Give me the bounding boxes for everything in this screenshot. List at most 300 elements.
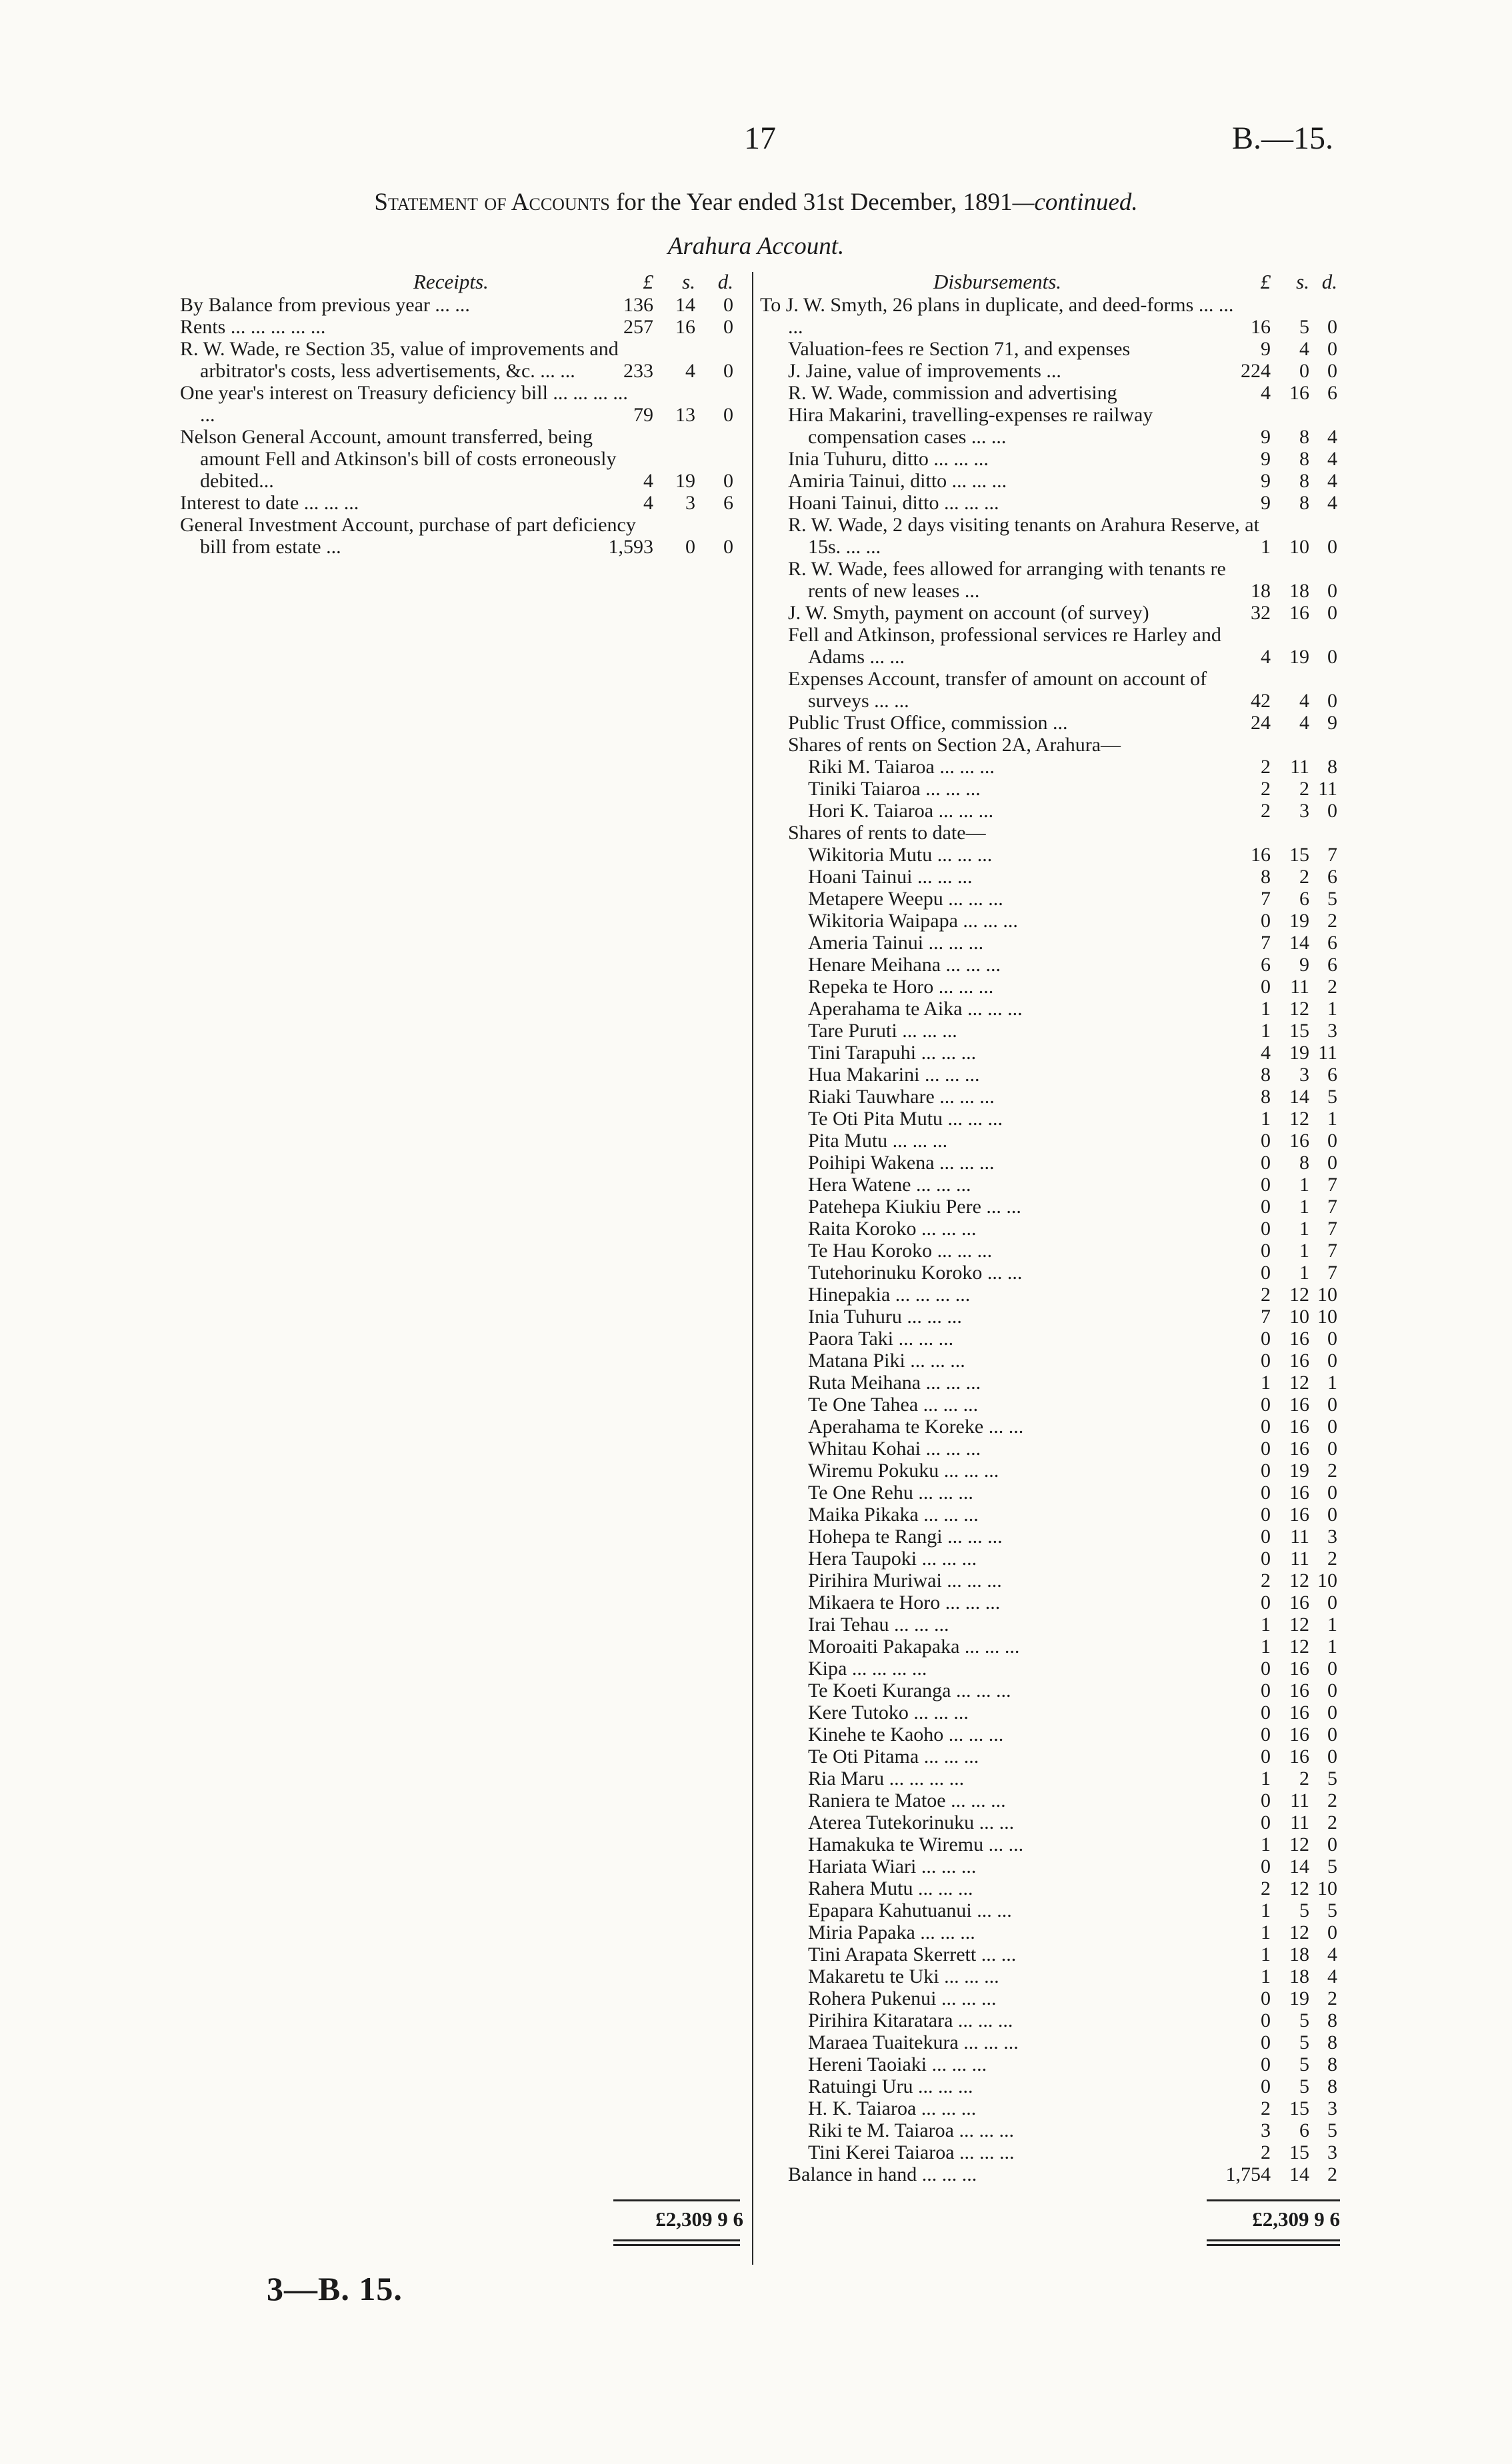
entry-pence: 0 bbox=[1327, 536, 1337, 558]
entry-pounds: 0 bbox=[1261, 1790, 1271, 1812]
entry-description: Hera Watene ... ... ... bbox=[808, 1174, 971, 1196]
entry-pence: 0 bbox=[1327, 1416, 1337, 1438]
entry-shillings: 4 bbox=[1299, 338, 1309, 360]
disbursement-entry bbox=[760, 558, 1341, 602]
entry-shillings: 16 bbox=[1289, 1394, 1309, 1416]
disbursement-entry bbox=[760, 382, 1341, 404]
entry-shillings: 8 bbox=[1299, 492, 1309, 514]
entry-pence: 0 bbox=[1327, 1328, 1337, 1350]
entry-shillings: 14 bbox=[1289, 1086, 1309, 1108]
disbursement-entry bbox=[760, 448, 1341, 470]
entry-pounds: 0 bbox=[1261, 1702, 1271, 1724]
entry-pounds: 9 bbox=[1261, 448, 1271, 470]
entry-pence: 8 bbox=[1327, 2075, 1337, 2097]
entry-shillings: 5 bbox=[1299, 2075, 1309, 2097]
entry-pence: 10 bbox=[1317, 1877, 1337, 1899]
entry-pence: 0 bbox=[723, 536, 733, 558]
entry-shillings: 18 bbox=[1289, 1965, 1309, 1987]
entry-description: Riki te M. Taiaroa ... ... ... bbox=[808, 2119, 1014, 2141]
entry-pounds: 224 bbox=[1241, 360, 1271, 382]
entry-pence: 0 bbox=[1327, 360, 1337, 382]
entry-pounds: 16 bbox=[1251, 844, 1271, 866]
entry-shillings: 5 bbox=[1299, 2009, 1309, 2031]
entry-pence: 2 bbox=[1327, 1987, 1337, 2009]
disbursement-entry bbox=[760, 1064, 1341, 1086]
entry-shillings: 4 bbox=[1299, 690, 1309, 712]
entry-pounds: 79 bbox=[633, 404, 653, 426]
entry-pence: 2 bbox=[1327, 910, 1337, 932]
entry-pounds: 2 bbox=[1261, 2141, 1271, 2163]
entry-description: Expenses Account, transfer of amount on account of surveys ... ... bbox=[788, 668, 1207, 712]
entry-pence: 0 bbox=[1327, 1921, 1337, 1943]
disbursement-entry bbox=[760, 1086, 1341, 1108]
entry-pounds: 8 bbox=[1261, 866, 1271, 888]
disbursement-entry bbox=[760, 844, 1341, 866]
receipt-entry bbox=[167, 338, 750, 382]
entry-shillings: 12 bbox=[1289, 1108, 1309, 1130]
entry-description: J. Jaine, value of improvements ... bbox=[788, 360, 1061, 382]
entry-pounds: 9 bbox=[1261, 338, 1271, 360]
disbursement-entry bbox=[760, 998, 1341, 1020]
entry-pence: 2 bbox=[1327, 2163, 1337, 2185]
disbursement-entry bbox=[760, 1174, 1341, 1196]
entry-description: Ruta Meihana ... ... ... bbox=[808, 1372, 981, 1394]
disbursements-heading: Disbursements. bbox=[933, 270, 1062, 293]
disbursement-entry bbox=[760, 602, 1341, 624]
entry-pounds: 4 bbox=[1261, 1042, 1271, 1064]
entry-description: Pirihira Kitaratara ... ... ... bbox=[808, 2009, 1013, 2031]
entry-pence: 10 bbox=[1317, 1570, 1337, 1592]
entry-pence: 8 bbox=[1327, 2053, 1337, 2075]
disbursements-header bbox=[760, 270, 1341, 294]
entry-description: Repeka te Horo ... ... ... bbox=[808, 976, 994, 998]
entry-shillings: 12 bbox=[1289, 1372, 1309, 1394]
entry-shillings: 19 bbox=[1289, 646, 1309, 668]
receipts-pounds-head: £ bbox=[643, 270, 653, 293]
receipt-entry bbox=[167, 492, 750, 514]
entry-pence: 3 bbox=[1327, 1526, 1337, 1548]
entry-pence: 0 bbox=[1327, 338, 1337, 360]
entry-pounds: 1,593 bbox=[608, 536, 653, 558]
entry-description: Valuation-fees re Section 71, and expenses bbox=[788, 338, 1131, 360]
entry-description: Rahera Mutu ... ... ... bbox=[808, 1877, 973, 1899]
entry-pence: 0 bbox=[1327, 1680, 1337, 1702]
entry-pounds: 2 bbox=[1261, 2097, 1271, 2119]
receipts-total: £2,309 9 6 bbox=[655, 2207, 743, 2231]
entry-shillings: 16 bbox=[1289, 1724, 1309, 1746]
disbursement-entry bbox=[760, 2163, 1341, 2185]
entry-pence: 5 bbox=[1327, 1768, 1337, 1790]
entry-description: Shares of rents to date— bbox=[788, 822, 986, 844]
entry-pounds: 24 bbox=[1251, 712, 1271, 734]
entry-shillings: 5 bbox=[1299, 316, 1309, 338]
entry-pounds: 0 bbox=[1261, 2053, 1271, 2075]
entry-description: Riki M. Taiaroa ... ... ... bbox=[808, 756, 995, 778]
entry-pence: 5 bbox=[1327, 888, 1337, 910]
entry-pounds: 1 bbox=[1261, 1020, 1271, 1042]
entry-shillings: 5 bbox=[1299, 2031, 1309, 2053]
entry-pence: 5 bbox=[1327, 1086, 1337, 1108]
entry-shillings: 4 bbox=[685, 360, 695, 382]
disbursement-entry bbox=[760, 1855, 1341, 1877]
entry-pence: 8 bbox=[1327, 2009, 1337, 2031]
entry-pounds: 0 bbox=[1261, 1350, 1271, 1372]
statement-title-caps: Statement of Accounts bbox=[374, 189, 610, 216]
entry-shillings: 12 bbox=[1289, 1570, 1309, 1592]
entry-shillings: 8 bbox=[1299, 426, 1309, 448]
entry-description: Hori K. Taiaroa ... ... ... bbox=[808, 800, 994, 822]
receipt-entry bbox=[167, 514, 750, 558]
disbursement-entry bbox=[760, 1965, 1341, 1987]
entry-shillings: 15 bbox=[1289, 2097, 1309, 2119]
receipts-total-rule-double bbox=[613, 2239, 740, 2241]
entry-description: To J. W. Smyth, 26 plans in duplicate, and deed-forms ... ... ... bbox=[760, 294, 1234, 338]
entry-shillings: 15 bbox=[1289, 2141, 1309, 2163]
entry-pence: 1 bbox=[1327, 1636, 1337, 1658]
entry-pence: 9 bbox=[1327, 712, 1337, 734]
disbursement-entry bbox=[760, 1636, 1341, 1658]
entry-shillings: 5 bbox=[1299, 2053, 1309, 2075]
entry-description: J. W. Smyth, payment on account (of survey) bbox=[788, 602, 1149, 624]
entry-shillings: 8 bbox=[1299, 470, 1309, 492]
entry-pence: 1 bbox=[1327, 1372, 1337, 1394]
entry-description: Kinehe te Kaoho ... ... ... bbox=[808, 1724, 1004, 1746]
disbursement-entry bbox=[760, 1460, 1341, 1482]
disbursement-entry bbox=[760, 712, 1341, 734]
disbursements-shillings-head: s. bbox=[1296, 270, 1309, 293]
disbursement-entry bbox=[760, 2141, 1341, 2163]
entry-description: Pita Mutu ... ... ... bbox=[808, 1130, 948, 1152]
entry-pence: 0 bbox=[1327, 690, 1337, 712]
entry-pounds: 0 bbox=[1261, 1152, 1271, 1174]
entry-pence: 0 bbox=[1327, 1746, 1337, 1768]
signature-mark: 3—B. 15. bbox=[267, 2270, 403, 2307]
entry-pence: 2 bbox=[1327, 1548, 1337, 1570]
entry-description: Matana Piki ... ... ... bbox=[808, 1350, 965, 1372]
entry-description: Te One Rehu ... ... ... bbox=[808, 1482, 973, 1504]
disbursement-entry bbox=[760, 404, 1341, 448]
entry-description: Shares of rents on Section 2A, Arahura— bbox=[788, 734, 1121, 756]
entry-shillings: 11 bbox=[1290, 756, 1309, 778]
entry-shillings: 16 bbox=[1289, 1416, 1309, 1438]
entry-description: Miria Papaka ... ... ... bbox=[808, 1921, 975, 1943]
entry-description: General Investment Account, purchase of part deficiency bill from estate ... bbox=[180, 514, 636, 558]
disbursement-entry bbox=[760, 954, 1341, 976]
entry-pounds: 7 bbox=[1261, 1306, 1271, 1328]
entry-pounds: 0 bbox=[1261, 1548, 1271, 1570]
entry-pence: 8 bbox=[1327, 756, 1337, 778]
entry-description: Hira Makarini, travelling-expenses re railway compensation cases ... ... bbox=[788, 404, 1153, 448]
disbursement-entry bbox=[760, 2009, 1341, 2031]
entry-description: Makaretu te Uki ... ... ... bbox=[808, 1965, 999, 1987]
entry-shillings: 16 bbox=[1289, 1680, 1309, 1702]
entry-shillings: 16 bbox=[1289, 602, 1309, 624]
receipts-column bbox=[167, 270, 750, 558]
entry-pence: 0 bbox=[1327, 1724, 1337, 1746]
entry-shillings: 16 bbox=[1289, 382, 1309, 404]
entry-description: Wikitoria Mutu ... ... ... bbox=[808, 844, 993, 866]
disbursement-entry bbox=[760, 1504, 1341, 1526]
entry-pence: 4 bbox=[1327, 1965, 1337, 1987]
entry-pounds: 0 bbox=[1261, 1724, 1271, 1746]
entry-pounds: 1 bbox=[1261, 1834, 1271, 1855]
entry-shillings: 11 bbox=[1290, 1812, 1309, 1834]
disbursement-entry bbox=[760, 1306, 1341, 1328]
disbursement-entry bbox=[760, 1680, 1341, 1702]
entry-shillings: 6 bbox=[1299, 888, 1309, 910]
entry-pounds: 0 bbox=[1261, 910, 1271, 932]
entry-shillings: 0 bbox=[1299, 360, 1309, 382]
disbursement-entry bbox=[760, 1921, 1341, 1943]
entry-pence: 5 bbox=[1327, 1855, 1337, 1877]
entry-description: Hohepa te Rangi ... ... ... bbox=[808, 1526, 1003, 1548]
entry-pounds: 233 bbox=[623, 360, 653, 382]
entry-pounds: 9 bbox=[1261, 492, 1271, 514]
entry-pence: 6 bbox=[1327, 1064, 1337, 1086]
entry-pounds: 1 bbox=[1261, 1108, 1271, 1130]
entry-shillings: 4 bbox=[1299, 712, 1309, 734]
entry-description: Maraea Tuaitekura ... ... ... bbox=[808, 2031, 1019, 2053]
entry-shillings: 11 bbox=[1290, 976, 1309, 998]
disbursement-entry bbox=[760, 1987, 1341, 2009]
entry-pence: 2 bbox=[1327, 1812, 1337, 1834]
entry-description: Hinepakia ... ... ... ... bbox=[808, 1284, 971, 1306]
entry-pounds: 1,754 bbox=[1225, 2163, 1271, 2185]
receipt-entry bbox=[167, 294, 750, 316]
entry-description: H. K. Taiaroa ... ... ... bbox=[808, 2097, 977, 2119]
entry-pence: 7 bbox=[1327, 1196, 1337, 1218]
entry-description: Rents ... ... ... ... ... bbox=[180, 316, 326, 338]
entry-pounds: 0 bbox=[1261, 1240, 1271, 1262]
entry-pence: 4 bbox=[1327, 492, 1337, 514]
entry-shillings: 3 bbox=[1299, 1064, 1309, 1086]
entry-description: R. W. Wade, 2 days visiting tenants on Arahura Reserve, at 15s. ... ... bbox=[788, 514, 1259, 558]
entry-pence: 1 bbox=[1327, 1614, 1337, 1636]
entry-pounds: 0 bbox=[1261, 1504, 1271, 1526]
entry-description: Nelson General Account, amount transferred, being amount Fell and Atkinson's bill of costs erroneously debited... bbox=[180, 426, 617, 492]
entry-pounds: 1 bbox=[1261, 1899, 1271, 1921]
entry-pounds: 0 bbox=[1261, 1130, 1271, 1152]
entry-pence: 0 bbox=[1327, 1350, 1337, 1372]
entry-shillings: 14 bbox=[675, 294, 695, 316]
entry-description: Aperahama te Koreke ... ... bbox=[808, 1416, 1024, 1438]
statement-title-continued: —continued. bbox=[1012, 189, 1138, 216]
entry-description: Raniera te Matoe ... ... ... bbox=[808, 1790, 1006, 1812]
receipts-header bbox=[167, 270, 750, 294]
receipts-pence-head: d. bbox=[717, 270, 733, 293]
entry-pounds: 7 bbox=[1261, 932, 1271, 954]
entry-pence: 0 bbox=[723, 470, 733, 492]
disbursement-entry bbox=[760, 2053, 1341, 2075]
entry-shillings: 14 bbox=[1289, 2163, 1309, 2185]
entry-description: Amiria Tainui, ditto ... ... ... bbox=[788, 470, 1007, 492]
entry-pence: 0 bbox=[1327, 1592, 1337, 1614]
entry-pounds: 1 bbox=[1261, 998, 1271, 1020]
entry-pounds: 136 bbox=[623, 294, 653, 316]
entry-description: Tini Tarapuhi ... ... ... bbox=[808, 1042, 977, 1064]
entry-pounds: 0 bbox=[1261, 1680, 1271, 1702]
entry-pence: 0 bbox=[1327, 800, 1337, 822]
entry-shillings: 1 bbox=[1299, 1218, 1309, 1240]
entry-description: Te Koeti Kuranga ... ... ... bbox=[808, 1680, 1011, 1702]
entry-pence: 6 bbox=[1327, 932, 1337, 954]
disbursement-entry bbox=[760, 470, 1341, 492]
disbursement-entry bbox=[760, 1328, 1341, 1350]
disbursement-entry bbox=[760, 888, 1341, 910]
entry-pounds: 4 bbox=[643, 492, 653, 514]
entry-pounds: 8 bbox=[1261, 1064, 1271, 1086]
entry-shillings: 1 bbox=[1299, 1262, 1309, 1284]
disbursement-entry bbox=[760, 932, 1341, 954]
entry-description: Hua Makarini ... ... ... bbox=[808, 1064, 980, 1086]
entry-description: Public Trust Office, commission ... bbox=[788, 712, 1068, 734]
entry-pounds: 8 bbox=[1261, 1086, 1271, 1108]
entry-pence: 0 bbox=[1327, 1658, 1337, 1680]
entry-pounds: 0 bbox=[1261, 1460, 1271, 1482]
entry-shillings: 11 bbox=[1290, 1548, 1309, 1570]
disbursement-entry bbox=[760, 1196, 1341, 1218]
entry-shillings: 12 bbox=[1289, 1877, 1309, 1899]
disbursement-entry bbox=[760, 1658, 1341, 1680]
disbursement-entry bbox=[760, 668, 1341, 712]
entry-pence: 2 bbox=[1327, 1460, 1337, 1482]
entry-pounds: 0 bbox=[1261, 1196, 1271, 1218]
disbursement-entry bbox=[760, 1768, 1341, 1790]
entry-description: Ameria Tainui ... ... ... bbox=[808, 932, 984, 954]
entry-pence: 1 bbox=[1327, 998, 1337, 1020]
entry-pounds: 2 bbox=[1261, 800, 1271, 822]
entry-pence: 6 bbox=[1327, 866, 1337, 888]
entry-description: Epapara Kahutuanui ... ... bbox=[808, 1899, 1012, 1921]
disbursement-entry bbox=[760, 624, 1341, 668]
entry-description: Raita Koroko ... ... ... bbox=[808, 1218, 977, 1240]
entry-pounds: 0 bbox=[1261, 1526, 1271, 1548]
entry-pounds: 0 bbox=[1261, 976, 1271, 998]
disbursement-entry bbox=[760, 1482, 1341, 1504]
entry-description: Te One Tahea ... ... ... bbox=[808, 1394, 979, 1416]
entry-pence: 4 bbox=[1327, 1943, 1337, 1965]
entry-pounds: 4 bbox=[643, 470, 653, 492]
entry-pounds: 0 bbox=[1261, 1438, 1271, 1460]
entry-pence: 0 bbox=[1327, 1504, 1337, 1526]
disbursement-entry bbox=[760, 778, 1341, 800]
entry-pence: 0 bbox=[723, 316, 733, 338]
disbursement-entry bbox=[760, 2119, 1341, 2141]
entry-description: Aperahama te Aika ... ... ... bbox=[808, 998, 1023, 1020]
entry-shillings: 16 bbox=[675, 316, 695, 338]
entry-shillings: 19 bbox=[1289, 1042, 1309, 1064]
entry-pence: 0 bbox=[723, 294, 733, 316]
entry-pounds: 2 bbox=[1261, 756, 1271, 778]
entry-description: Paora Taki ... ... ... bbox=[808, 1328, 954, 1350]
disbursement-entry bbox=[760, 1702, 1341, 1724]
entry-description: Te Hau Koroko ... ... ... bbox=[808, 1240, 993, 1262]
entry-pence: 11 bbox=[1318, 1042, 1337, 1064]
disbursement-entry bbox=[760, 1350, 1341, 1372]
entry-pounds: 1 bbox=[1261, 1921, 1271, 1943]
entry-pounds: 0 bbox=[1261, 2009, 1271, 2031]
entry-shillings: 19 bbox=[1289, 1460, 1309, 1482]
entry-pounds: 4 bbox=[1261, 646, 1271, 668]
entry-pence: 0 bbox=[1327, 602, 1337, 624]
entry-pence: 0 bbox=[1327, 646, 1337, 668]
entry-description: Riaki Tauwhare ... ... ... bbox=[808, 1086, 995, 1108]
disbursement-entry bbox=[760, 1416, 1341, 1438]
entry-shillings: 12 bbox=[1289, 998, 1309, 1020]
entry-description: Te Oti Pita Mutu ... ... ... bbox=[808, 1108, 1003, 1130]
entry-pounds: 18 bbox=[1251, 580, 1271, 602]
entry-pounds: 0 bbox=[1261, 1482, 1271, 1504]
receipts-shillings-head: s. bbox=[682, 270, 695, 293]
entry-shillings: 19 bbox=[1289, 910, 1309, 932]
entry-description: Tini Kerei Taiaroa ... ... ... bbox=[808, 2141, 1015, 2163]
entry-pounds: 2 bbox=[1261, 1877, 1271, 1899]
disbursements-pounds-head: £ bbox=[1260, 270, 1271, 293]
entry-shillings: 1 bbox=[1299, 1196, 1309, 1218]
entry-pence: 2 bbox=[1327, 1790, 1337, 1812]
disbursement-entry bbox=[760, 756, 1341, 778]
entry-pence: 3 bbox=[1327, 2141, 1337, 2163]
entry-shillings: 11 bbox=[1290, 1526, 1309, 1548]
entry-description: Te Oti Pitama ... ... ... bbox=[808, 1746, 979, 1768]
disbursement-entry bbox=[760, 1262, 1341, 1284]
entry-pounds: 0 bbox=[1261, 1262, 1271, 1284]
entry-shillings: 2 bbox=[1299, 1768, 1309, 1790]
entry-shillings: 16 bbox=[1289, 1746, 1309, 1768]
disbursement-entry bbox=[760, 1218, 1341, 1240]
entry-shillings: 8 bbox=[1299, 448, 1309, 470]
entry-description: Fell and Atkinson, professional services re Harley and Adams ... ... bbox=[788, 624, 1221, 668]
entry-pence: 4 bbox=[1327, 426, 1337, 448]
entry-pounds: 0 bbox=[1261, 1592, 1271, 1614]
disbursement-entry bbox=[760, 338, 1341, 360]
entry-pounds: 1 bbox=[1261, 1372, 1271, 1394]
entry-pounds: 2 bbox=[1261, 1570, 1271, 1592]
entry-pounds: 9 bbox=[1261, 426, 1271, 448]
receipts-heading: Receipts. bbox=[413, 270, 489, 293]
entry-pounds: 42 bbox=[1251, 690, 1271, 712]
entry-shillings: 16 bbox=[1289, 1658, 1309, 1680]
entry-shillings: 12 bbox=[1289, 1636, 1309, 1658]
entry-pounds: 257 bbox=[623, 316, 653, 338]
entry-shillings: 6 bbox=[1299, 2119, 1309, 2141]
disbursement-entry bbox=[760, 1877, 1341, 1899]
entry-pounds: 0 bbox=[1261, 2031, 1271, 2053]
entry-pence: 0 bbox=[1327, 1130, 1337, 1152]
disbursements-total-rule-double-2 bbox=[1207, 2244, 1340, 2246]
disbursement-entry bbox=[760, 1812, 1341, 1834]
entry-shillings: 12 bbox=[1289, 1921, 1309, 1943]
disbursement-entry bbox=[760, 1526, 1341, 1548]
entry-pence: 5 bbox=[1327, 1899, 1337, 1921]
entry-pence: 0 bbox=[1327, 580, 1337, 602]
entry-pence: 0 bbox=[1327, 1834, 1337, 1855]
entry-pence: 4 bbox=[1327, 448, 1337, 470]
entry-shillings: 11 bbox=[1290, 1790, 1309, 1812]
entry-pounds: 0 bbox=[1261, 1328, 1271, 1350]
statement-title bbox=[0, 188, 1512, 217]
entry-pounds: 1 bbox=[1261, 1614, 1271, 1636]
account-title: Arahura Account. bbox=[667, 233, 845, 260]
entry-pounds: 1 bbox=[1261, 1965, 1271, 1987]
entry-description: Rohera Pukenui ... ... ... bbox=[808, 1987, 997, 2009]
receipts-total-rule bbox=[613, 2199, 740, 2201]
disbursements-column bbox=[760, 270, 1341, 2185]
entry-description: Tiniki Taiaroa ... ... ... bbox=[808, 778, 981, 800]
disbursement-entry bbox=[760, 1130, 1341, 1152]
entry-shillings: 9 bbox=[1299, 954, 1309, 976]
disbursement-entry bbox=[760, 1152, 1341, 1174]
